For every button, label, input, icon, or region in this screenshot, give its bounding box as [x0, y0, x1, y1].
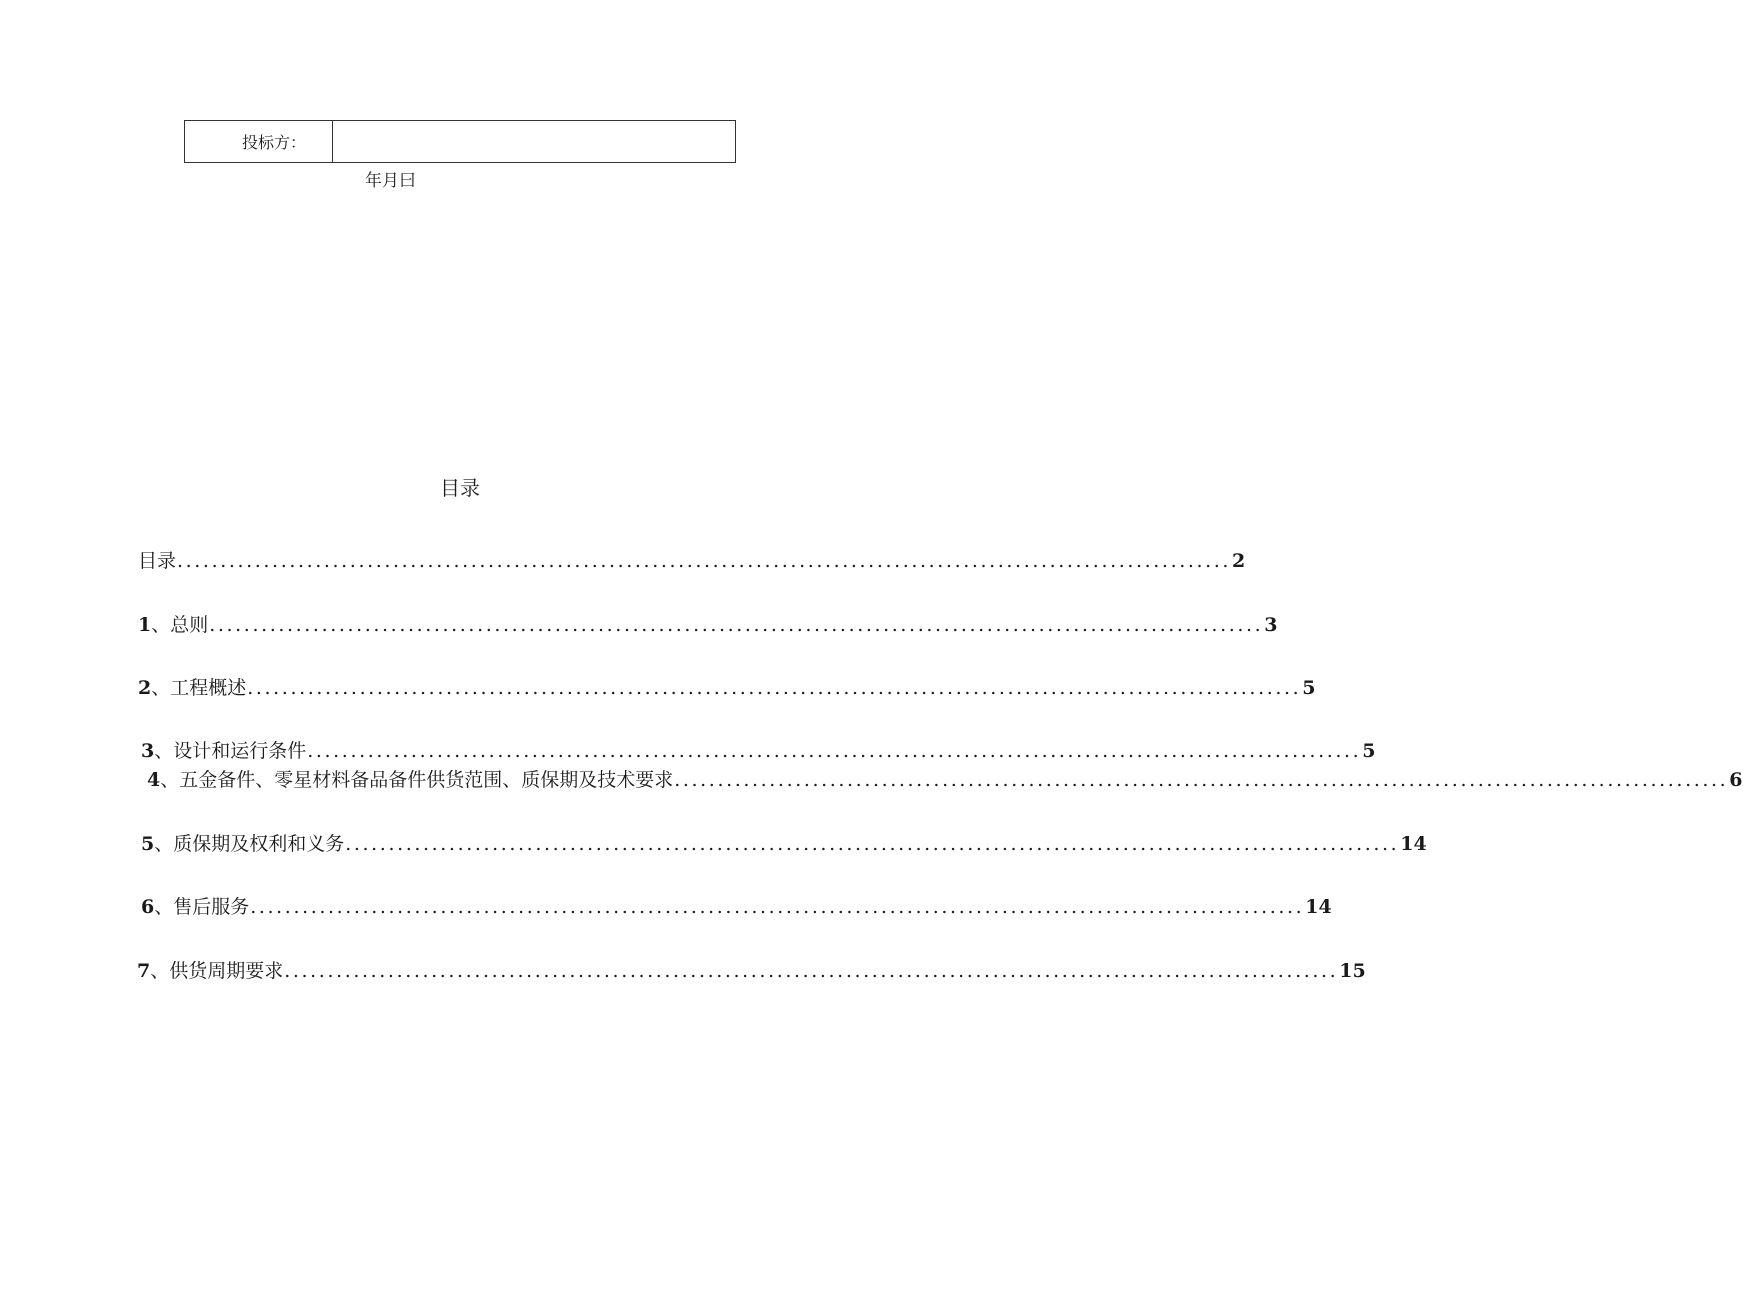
toc-entry-text: 目录	[138, 550, 177, 572]
toc-entry-page: 2	[1232, 550, 1246, 572]
toc-dot-leader: ..........................................................................................................................	[284, 960, 1339, 982]
toc-entry-number: 7	[137, 960, 151, 982]
toc-title: 目录	[440, 476, 480, 500]
toc-entry-text: 、工程概述	[151, 677, 247, 699]
toc-entry-page: 6	[1729, 769, 1743, 791]
bidder-label: 投标方：	[185, 121, 333, 163]
toc-entry-text: 、设计和运行条件	[154, 740, 307, 762]
toc-entry-number: 1	[138, 614, 152, 636]
toc-entry-text: 、五金备件、零星材料备品备件供货范围、质保期及技术要求	[160, 769, 674, 791]
toc-dot-leader: ..........................................................................................................................	[247, 677, 1302, 699]
toc-entry[interactable]	[138, 612, 1278, 638]
toc-entry-text: 、售后服务	[154, 896, 250, 918]
toc-entry-page: 5	[1362, 740, 1376, 762]
toc-entry[interactable]	[141, 831, 1427, 857]
toc-dot-leader: ..........................................................................................................................	[674, 769, 1729, 791]
toc-entry-page: 15	[1339, 960, 1366, 982]
toc-entry-page: 14	[1305, 896, 1332, 918]
toc-entry-text: 、质保期及权利和义务	[154, 833, 345, 855]
toc-entry[interactable]	[141, 894, 1332, 920]
toc-entry-number: 6	[141, 896, 155, 918]
toc-entry-number: 3	[141, 740, 155, 762]
toc-entry-text: 、供货周期要求	[150, 960, 284, 982]
toc-entry-page: 3	[1264, 614, 1278, 636]
toc-entry-page: 14	[1400, 833, 1427, 855]
toc-dot-leader: ..........................................................................................................................	[250, 896, 1305, 918]
toc-entry-number: 5	[141, 833, 155, 855]
toc-entry[interactable]	[137, 958, 1366, 984]
toc-entry[interactable]	[138, 548, 1246, 574]
toc-dot-leader: ..........................................................................................................................	[209, 614, 1264, 636]
toc-dot-leader: ..........................................................................................................................	[345, 833, 1400, 855]
toc-entry-number: 4	[147, 769, 161, 791]
toc-entry[interactable]	[141, 738, 1376, 764]
date-line: 年月曰	[365, 171, 416, 191]
toc-entry-text: 、总则	[151, 614, 209, 636]
bidder-table	[184, 120, 736, 163]
toc-dot-leader: ..........................................................................................................................	[177, 550, 1232, 572]
toc-entry[interactable]	[138, 675, 1316, 701]
toc-dot-leader: ..........................................................................................................................	[307, 740, 1362, 762]
toc-entry-page: 5	[1302, 677, 1316, 699]
toc-entry[interactable]	[147, 767, 1743, 793]
toc-entry-number: 2	[138, 677, 152, 699]
bidder-value	[333, 121, 736, 163]
